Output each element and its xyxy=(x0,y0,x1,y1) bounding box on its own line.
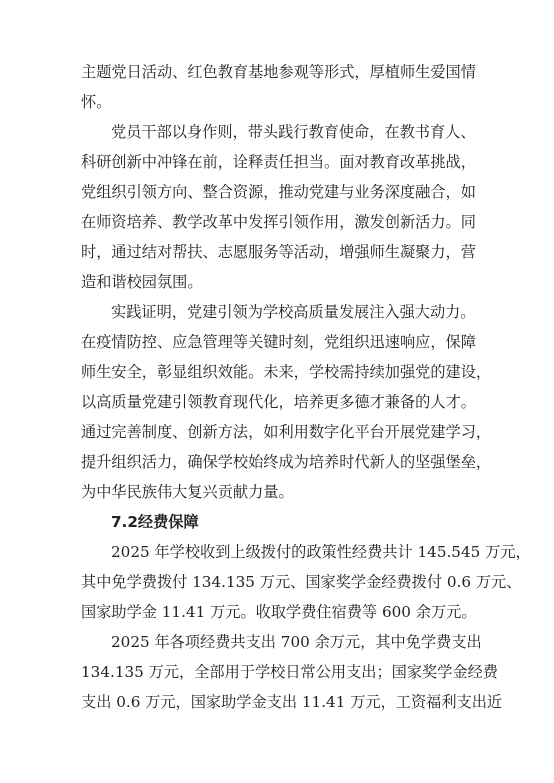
text-line: 科研创新中冲锋在前，诠释责任担当。面对教育改革挑战， xyxy=(81,153,476,171)
text-line: 以高质量党建引领教育现代化，培养更多德才兼备的人才。 xyxy=(81,393,476,411)
text-line: 在师资培养、教学改革中发挥引领作用，激发创新活力。同 xyxy=(81,213,476,231)
text-line: 通过完善制度、创新方法，如利用数字化平台开展党建学习， xyxy=(81,423,492,441)
text-line: 党员干部以身作则，带头践行教育使命，在教书育人、 xyxy=(111,123,476,141)
text-line: 党组织引领方向、整合资源，推动党建与业务深度融合，如 xyxy=(81,183,476,201)
text-line: 134.135 万元，全部用于学校日常公用支出；国家奖学金经费 xyxy=(81,663,498,681)
text-line: 时，通过结对帮扶、志愿服务等活动，增强师生凝聚力，营 xyxy=(81,243,476,261)
text-line: 主题党日活动、红色教育基地参观等形式，厚植师生爱国情 xyxy=(81,63,476,81)
text-line: 支出 0.6 万元，国家助学金支出 11.41 万元，工资福利支出近 xyxy=(81,693,503,711)
section-heading: 7.2经费保障 xyxy=(111,513,199,531)
text-line: 国家助学金 11.41 万元。收取学费住宿费等 600 余万元。 xyxy=(81,603,477,621)
text-line: 其中免学费拨付 134.135 万元、国家奖学金经费拨付 0.6 万元、 xyxy=(81,573,522,591)
text-line: 造和谐校园氛围。 xyxy=(81,273,203,291)
text-line: 提升组织活力，确保学校始终成为培养时代新人的坚强堡垒， xyxy=(81,453,492,471)
text-line: 2025 年各项经费共支出 700 余万元，其中免学费支出 xyxy=(111,633,482,651)
text-line: 在疫情防控、应急管理等关键时刻，党组织迅速响应，保障 xyxy=(81,333,476,351)
text-line: 怀。 xyxy=(81,93,112,111)
text-line: 师生安全，彰显组织效能。未来，学校需持续加强党的建设， xyxy=(81,363,492,381)
text-line: 实践证明，党建引领为学校高质量发展注入强大动力。 xyxy=(111,303,476,321)
text-line: 2025 年学校收到上级拨付的政策性经费共计 145.545 万元， xyxy=(111,543,531,561)
text-line: 为中华民族伟大复兴贡献力量。 xyxy=(81,483,294,501)
